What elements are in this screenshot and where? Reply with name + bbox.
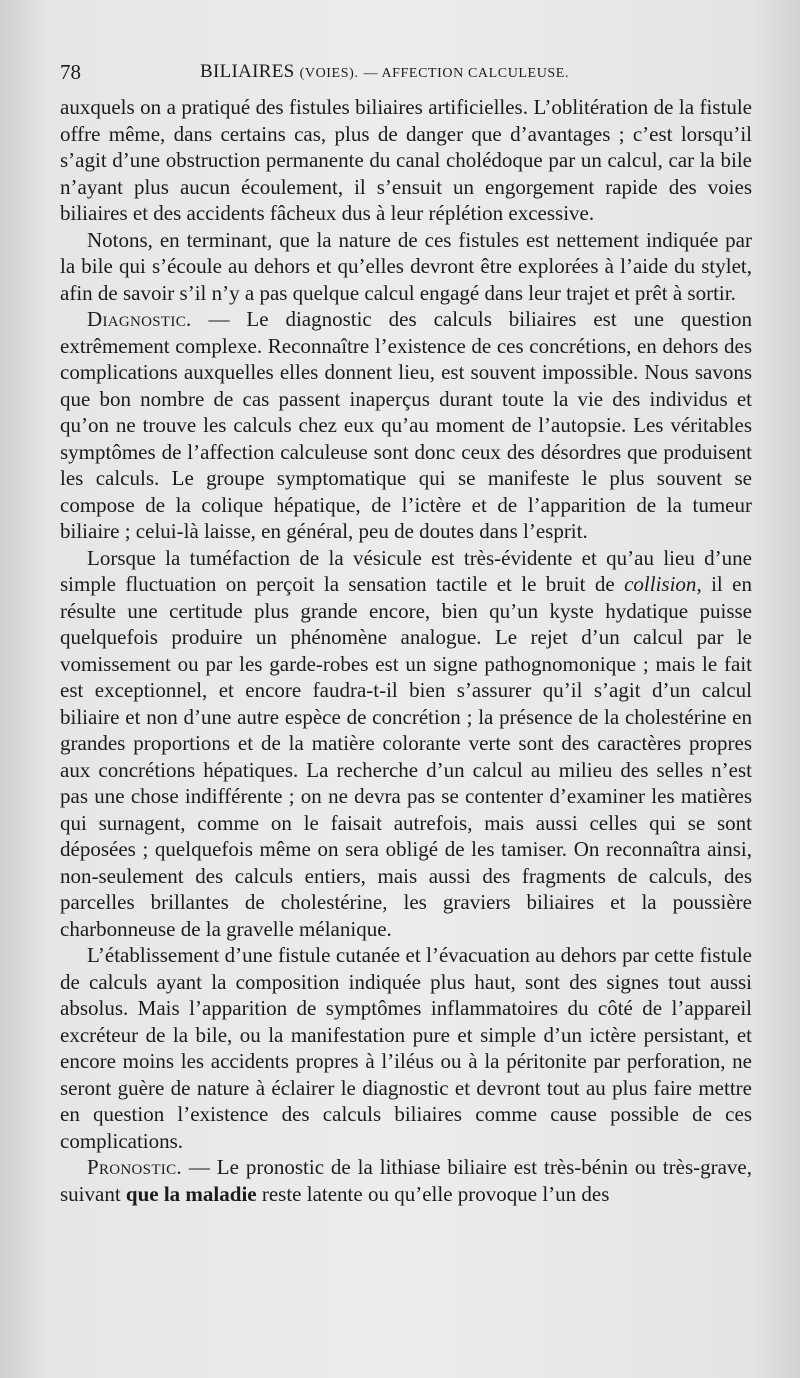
bold-phrase: que la maladie [125, 1181, 257, 1206]
body-text [60, 94, 752, 1207]
italic-term: collision [624, 572, 697, 596]
tumefaction-text-end: , il en résulte une certitude plus grande encore, bien qu’un kyste hydatique puisse quelquefois produire un phénomène analogue. Le rejet d’un calcul par le vomissement ou par les garde-robes est un signe pathognomonique ; mais le fait est exceptionnel, et encore faudra-t-il bien s’assurer qu’il s’agit d’un calcul biliaire et non d’une autre espèce de concrétion ; la présence de la cholestérine en grandes proportions et de la matière colorante verte sont des caractères propres aux concrétions hépatiques. La recherche d’un calcul au milieu des selles n’est pas une chose indifférente ; on ne devra pas se contenter d’examiner les matières qui surnagent, comme on le faisait autrefois, mais aussi celles qui se sont déposées ; quelquefois même on sera obligé de les tamiser. On reconnaîtra ainsi, non-seulement des calculs entiers, mais aussi des fragments de calculs, des parcelles brillantes de cholestérine, les graviers biliaires et la poussière charbonneuse de la gravelle mélanique. [60, 572, 752, 941]
running-title-rest: — AFFECTION CALCULEUSE. [363, 66, 570, 81]
section-heading-diagnostic: Diagnostic. [87, 307, 192, 331]
running-header [60, 60, 750, 88]
running-title-paren: (VOIES). [299, 66, 359, 81]
section-heading-pronostic: Pronostic. [87, 1155, 182, 1179]
paragraph-diagnostic [60, 306, 752, 545]
paragraph-tumefaction [60, 545, 752, 943]
paragraph-continuation: auxquels on a pratiqué des fistules biliaires artificielles. L’oblitération de la fistule offre même, dans certains cas, plus de danger que d’avantages ; c’est lorsqu’il s’agit d’une obstruction permanente du canal cholédoque par un calcul, car la bile n’ayant plus aucun écoulement, il s’ensuit un engorgement rapide des voies biliaires et des accidents fâcheux dus à leur réplétion excessive. [60, 95, 752, 225]
pronostic-text-end: reste latente ou qu’elle provoque l’un des [256, 1181, 610, 1206]
running-title-main: BILIAIRES [200, 61, 295, 82]
running-title [200, 61, 569, 83]
page-number: 78 [60, 60, 81, 84]
paragraph-fistules: Notons, en terminant, que la nature de ces fistules est nettement indiquée par la bile qui s’écoule au dehors et qu’elles devront être explorées à l’aide du stylet, afin de savoir s’il n’y a pas quelque calcul engagé dans leur trajet et prêt à sortir. [60, 227, 752, 305]
paragraph-pronostic [60, 1154, 752, 1207]
diagnostic-text: — Le diagnostic des calculs biliaires est une question extrêmement complexe. Reconnaître l’existence de ces concrétions, en dehors des complications auxquelles elles donnent lieu, est souvent impossible. Nous savons que bon nombre de cas passent inaperçus durant toute la vie des individus et qu’on ne trouve les calculs chez eux qu’au moment de l’autopsie. Les véritables symptômes de l’affection calculeuse sont donc ceux des désordres que produisent les calculs. Le groupe symptomatique qui se manifeste le plus souvent se compose de la colique hépatique, de l’ictère et de l’apparition de la tumeur biliaire ; celui-là laisse, en général, peu de doutes dans l’esprit. [60, 307, 752, 543]
tumefaction-text-start: Lorsque la tuméfaction de la vésicule est très-évidente et qu’au lieu d’une simple fluctuation on perçoit la sensation tactile et le bruit de [60, 545, 752, 596]
pronostic-text-start: — Le pronostic de la lithiase biliaire est très-bénin ou très-grave, suivant [60, 1155, 752, 1206]
paragraph-fistule-cutanee: L’établissement d’une fistule cutanée et l’évacuation au dehors par cette fistule de calculs ayant la composition indiquée plus haut, sont des signes tout aussi absolus. Mais l’apparition de symptômes inflammatoires du côté de l’appareil excréteur de la bile, ou la manifestation pure et simple d’un ictère persistant, et encore moins les accidents propres à l’iléus ou à la péritonite par perforation, ne seront guère de nature à éclairer le diagnostic et devront tout au plus faire mettre en question l’existence des calculs biliaires comme cause possible de ces complications. [60, 943, 752, 1153]
